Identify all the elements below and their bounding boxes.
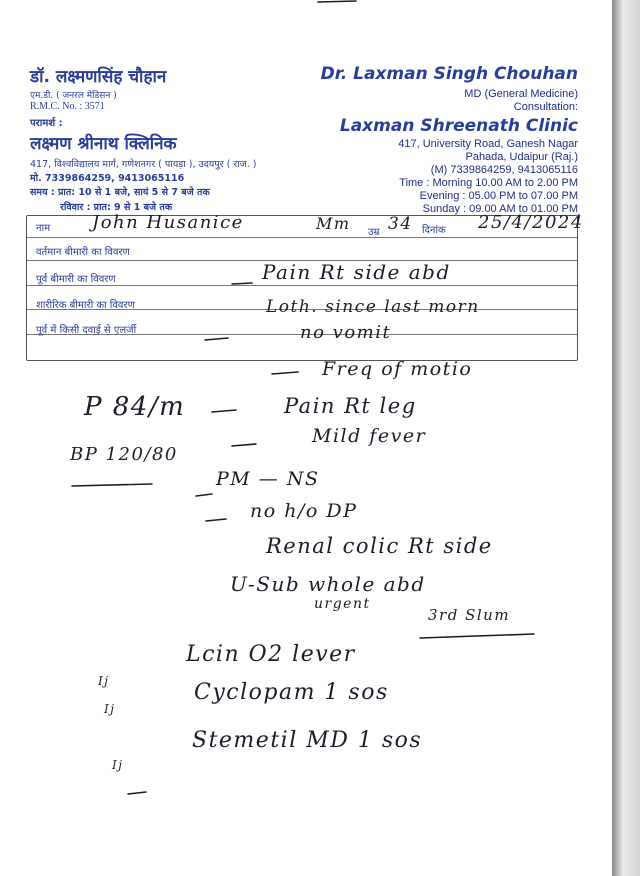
clinic-name-english: Laxman Shreenath Clinic <box>339 116 578 136</box>
address-line2-english: Pahada, Udaipur (Raj.) <box>465 151 578 163</box>
finding-note: 3rd Slum <box>428 606 511 624</box>
complaint-line-3: no vomit <box>300 322 392 343</box>
finding-pain-leg: Pain Rt leg <box>284 394 417 418</box>
rmc-number: R.M.C. No. : 3571 <box>30 101 105 112</box>
edge-mark <box>318 1 356 2</box>
dash-stroke <box>272 372 298 374</box>
mobile-hindi: मो. 7339864259, 9413065116 <box>30 173 185 184</box>
doctor-name-hindi: डॉ. लक्ष्मणसिंह चौहान <box>30 67 167 87</box>
time-sunday-english: Sunday : 09.00 AM to 01.00 PM <box>422 203 578 215</box>
time-evening-english: Evening : 05.00 PM to 07.00 PM <box>419 190 578 202</box>
finding-urgent: urgent <box>314 596 371 612</box>
dash-stroke <box>212 410 236 412</box>
date-label: दिनांक <box>422 225 446 236</box>
name-label: नाम <box>36 223 51 234</box>
address-hindi: 417, विश्वविद्यालय मार्ग, गणेशनगर ( पायड़ा ), उदयपुर ( राज. ) <box>30 159 257 170</box>
visit-date: 25/4/2024 <box>478 212 584 233</box>
rx-mark-1: Ij <box>98 674 110 688</box>
rx-line-2: Cyclopam 1 sos <box>194 680 389 705</box>
dash-stroke <box>232 444 256 446</box>
rx-mark-3: Ij <box>112 758 124 772</box>
address-line1-english: 417, University Road, Ganesh Nagar <box>398 138 578 150</box>
rx-line-3: Stemetil MD 1 sos <box>192 728 423 753</box>
underline-stroke <box>420 634 534 638</box>
dash-stroke <box>128 792 146 794</box>
bp-note: BP 120/80 <box>70 444 178 465</box>
clinic-name-hindi: लक्ष्मण श्रीनाथ क्लिनिक <box>30 134 177 154</box>
patient-title: Mm <box>316 214 351 233</box>
finding-fever: Mild fever <box>312 425 427 447</box>
dash-stroke <box>196 494 212 496</box>
rx-line-1: Lcin O2 lever <box>186 642 356 667</box>
patient-name: John Husanice <box>92 212 244 233</box>
timing-hindi: समय : प्रात: 10 से 1 बजे, सायं 5 से 7 बजे तक <box>30 187 210 198</box>
past-illness-label: पूर्व बीमारी का विवरण <box>36 274 116 285</box>
degree-hindi: एम.डी. ( जनरल मेडिसन ) <box>30 91 117 101</box>
mobile-english: (M) 7339864259, 9413065116 <box>430 164 578 176</box>
age-label: उम्र <box>368 227 380 238</box>
consultation-english: Consultation: <box>513 101 578 113</box>
complaint-line-1: Pain Rt side abd <box>262 260 451 284</box>
degree-english: MD (General Medicine) <box>464 88 578 100</box>
consultation-hindi: परामर्श : <box>30 118 63 129</box>
finding-pm: PM — NS <box>216 468 320 490</box>
doctor-name-english: Dr. Laxman Singh Chouhan <box>320 64 578 84</box>
finding-history: no h/o DP <box>250 500 358 522</box>
current-illness-label: वर्तमान बीमारी का विवरण <box>36 247 130 258</box>
rx-mark-2: Ij <box>104 702 116 716</box>
dash-stroke <box>206 519 226 521</box>
complaint-line-2: Loth. since last morn <box>266 297 480 317</box>
time-morning-english: Time : Morning 10.00 AM to 2.00 PM <box>399 177 578 189</box>
dash-stroke <box>205 338 228 340</box>
pulse-note: P 84/m <box>84 392 186 422</box>
physical-illness-label: शारीरिक बीमारी का विवरण <box>36 300 135 311</box>
patient-age: 34 <box>388 214 413 234</box>
finding-usg: U-Sub whole abd <box>230 572 426 596</box>
allergy-label: पूर्व में किसी दवाई से एलर्जी <box>36 325 137 336</box>
scanner-edge <box>612 0 640 876</box>
dash-stroke <box>232 283 252 284</box>
sunday-timing-hindi: रविवार : प्रात: 9 से 1 बजे तक <box>60 202 173 213</box>
bp-fraction-line <box>72 484 152 486</box>
finding-diagnosis: Renal colic Rt side <box>266 534 493 558</box>
complaint-line-4: Freq of motio <box>322 358 473 380</box>
